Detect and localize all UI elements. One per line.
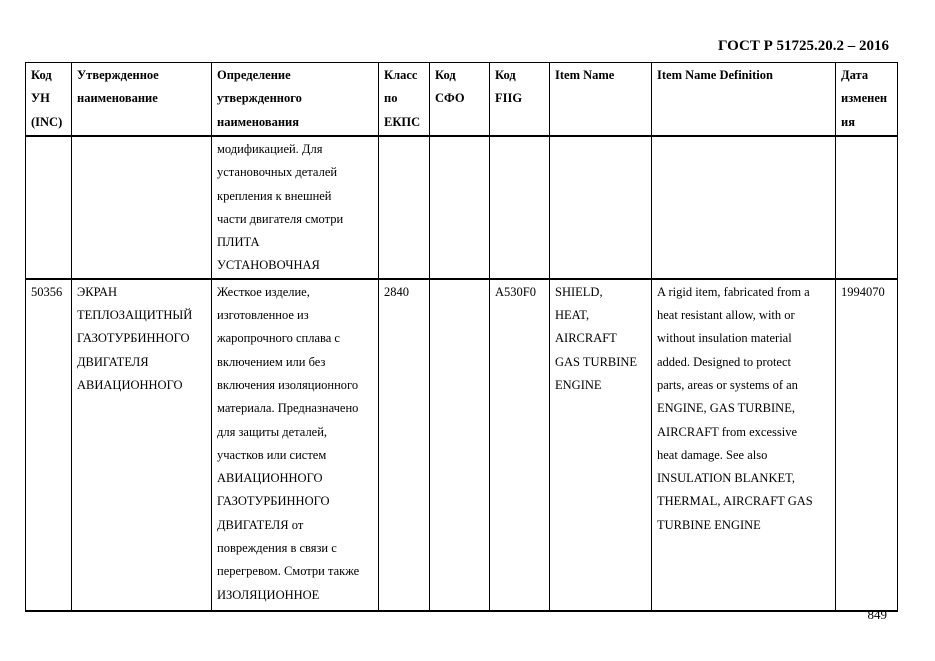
cell-line: ЕКПС	[384, 114, 421, 129]
cell-line: УН	[31, 91, 50, 106]
cell-line: АВИАЦИОННОГО	[217, 471, 323, 486]
cell-line: without insulation material	[657, 331, 792, 346]
cell-line: ЭКРАН	[77, 284, 117, 299]
cell-line: материала. Предназначено	[217, 401, 359, 416]
cell-line: ДВИГАТЕЛЯ от	[217, 517, 304, 532]
cell-line: наименования	[217, 114, 300, 129]
cell-line: ПЛИТА	[217, 235, 260, 250]
cell-line: FIIG	[495, 91, 523, 106]
cell-fiig-code	[490, 136, 550, 279]
cell-line: ГАЗОТУРБИННОГО	[77, 331, 190, 346]
cell-line: ДВИГАТЕЛЯ	[77, 354, 149, 369]
cell-line: A rigid item, fabricated from a	[657, 284, 810, 299]
cell-line: изменен	[841, 91, 888, 106]
cell-line: A530F0	[495, 284, 536, 299]
cell-line: Код	[31, 68, 52, 82]
cell-line: жаропрочного сплава с	[217, 331, 340, 346]
cell-line: parts, areas or systems of an	[657, 377, 798, 392]
cell-inc-code	[26, 279, 72, 611]
cell-line: Код	[495, 68, 516, 82]
cell-line: THERMAL, AIRCRAFT GAS	[657, 494, 813, 509]
table-header-row	[26, 63, 898, 137]
cell-line: модификацией. Для	[217, 142, 323, 156]
cell-fiig-code	[490, 279, 550, 611]
cell-line: СФО	[435, 91, 465, 106]
cell-line: УСТАНОВОЧНАЯ	[217, 258, 320, 273]
header-cell-item-name-definition	[652, 63, 836, 137]
header-cell-approved-name	[72, 63, 212, 137]
cell-sfo-code	[430, 136, 490, 279]
cell-line: АВИАЦИОННОГО	[77, 377, 183, 392]
cell-line: повреждения в связи с	[217, 541, 337, 556]
cell-line: установочных деталей	[217, 165, 338, 180]
cell-line: INSULATION BLANKET,	[657, 471, 795, 486]
cell-line: Item Name Definition	[657, 68, 773, 82]
cell-line: крепления к внешней	[217, 188, 332, 203]
cell-line: Определение	[217, 68, 291, 82]
header-cell-item-name	[550, 63, 652, 137]
cell-sfo-code	[430, 279, 490, 611]
table-row	[26, 136, 898, 279]
cell-line: наименование	[77, 91, 158, 106]
items-table	[25, 62, 898, 612]
cell-line: Класс	[384, 68, 418, 82]
cell-line: изготовленное из	[217, 308, 309, 323]
cell-change-date	[836, 279, 898, 611]
cell-line: added. Designed to protect	[657, 354, 791, 369]
cell-approved-name	[72, 279, 212, 611]
cell-line: heat damage. See also	[657, 447, 768, 462]
cell-change-date	[836, 136, 898, 279]
cell-line: HEAT,	[555, 308, 590, 323]
header-cell-change-date	[836, 63, 898, 137]
table-row	[26, 279, 898, 611]
header-cell-definition	[212, 63, 379, 137]
cell-line: перегревом. Смотри также	[217, 564, 360, 579]
cell-line: TURBINE ENGINE	[657, 517, 761, 532]
cell-item-name-definition	[652, 279, 836, 611]
cell-line: включением или без	[217, 354, 326, 369]
cell-class-ekps	[379, 279, 430, 611]
cell-line: утвержденного	[217, 91, 302, 106]
cell-item-name-definition	[652, 136, 836, 279]
cell-definition	[212, 279, 379, 611]
cell-line: Утвержденное	[77, 68, 159, 82]
header-cell-class-ekps	[379, 63, 430, 137]
cell-class-ekps	[379, 136, 430, 279]
cell-line: Жесткое изделие,	[217, 284, 310, 299]
cell-line: по	[384, 91, 398, 106]
cell-approved-name	[72, 136, 212, 279]
cell-definition	[212, 136, 379, 279]
cell-line: 50356	[31, 284, 63, 299]
cell-line: heat resistant allow, with or	[657, 308, 795, 323]
cell-line: ИЗОЛЯЦИОННОЕ	[217, 587, 320, 602]
cell-line: AIRCRAFT from excessive	[657, 424, 798, 439]
cell-line: ENGINE, GAS TURBINE,	[657, 401, 795, 416]
cell-line: (INC)	[31, 114, 63, 129]
document-title: ГОСТ Р 51725.20.2 – 2016	[717, 38, 889, 54]
cell-line: ия	[841, 114, 855, 129]
cell-line: ГАЗОТУРБИННОГО	[217, 494, 330, 509]
cell-line: AIRCRAFT	[555, 331, 617, 346]
header-cell-inc-code	[26, 63, 72, 137]
cell-line: ENGINE	[555, 377, 602, 392]
cell-item-name	[550, 136, 652, 279]
header-cell-fiig-code	[490, 63, 550, 137]
header-cell-sfo-code	[430, 63, 490, 137]
cell-line: включения изоляционного	[217, 377, 359, 392]
cell-line: Код	[435, 68, 456, 82]
cell-line: Дата	[841, 68, 869, 82]
cell-line: SHIELD,	[555, 284, 603, 299]
cell-line: 1994070	[841, 284, 885, 299]
cell-item-name	[550, 279, 652, 611]
cell-line: GAS TURBINE	[555, 354, 638, 369]
page-number: 849	[867, 607, 887, 622]
cell-line: Item Name	[555, 68, 615, 82]
cell-line: части двигателя смотри	[217, 211, 344, 226]
cell-inc-code	[26, 136, 72, 279]
cell-line: ТЕПЛОЗАЩИТНЫЙ	[77, 308, 193, 323]
cell-line: 2840	[384, 284, 409, 299]
cell-line: участков или систем	[217, 447, 327, 462]
cell-line: для защиты деталей,	[217, 424, 328, 439]
